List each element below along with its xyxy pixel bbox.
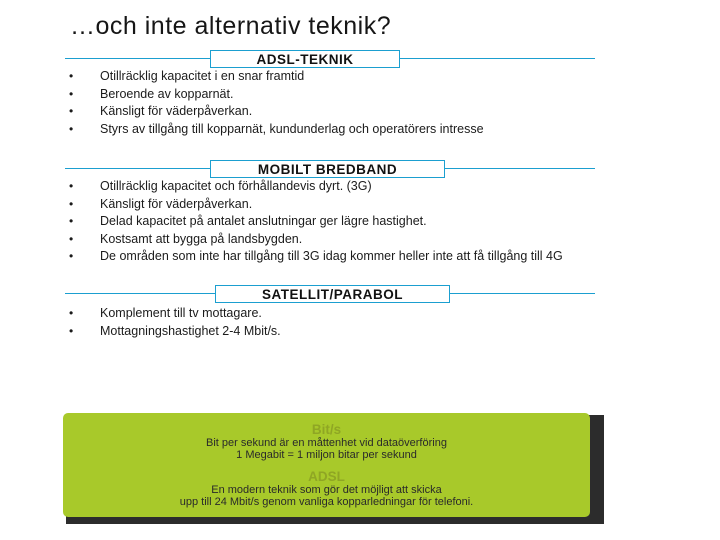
list-item: • Kostsamt att bygga på landsbygden. <box>69 231 303 246</box>
adsl-definition-line1: En modern teknik som gör det möjligt att skicka <box>211 484 442 496</box>
list-item: • Delad kapacitet på antalet anslutningar ger lägre hastighet. <box>69 214 427 229</box>
adsl-bullet-list <box>65 70 595 140</box>
bullet-icon: • <box>69 306 74 320</box>
page-title: …och inte alternativ teknik? <box>70 12 392 40</box>
adsl-title: ADSL <box>308 469 345 484</box>
mobile-broadband-bullet-list <box>65 180 595 268</box>
bullet-icon: • <box>69 231 74 246</box>
bullet-icon: • <box>69 179 74 193</box>
list-item: • Beroende av kopparnät. <box>69 86 234 101</box>
bits-definition: Bit per sekund är en måttenhet vid dataöverföring <box>206 437 447 449</box>
list-item: • De områden som inte har tillgång till 3G idag kommer heller inte att få tillgång till 4G <box>69 249 563 264</box>
bullet-icon: • <box>69 86 74 101</box>
bullet-icon: • <box>69 121 74 136</box>
list-item: • Otillräcklig kapacitet i en snar framtid <box>69 69 305 83</box>
list-item: • Mottagningshastighet 2-4 Mbit/s. <box>69 323 281 338</box>
megabit-definition: 1 Megabit = 1 miljon bitar per sekund <box>236 449 417 461</box>
satellite-header: SATELLIT/PARABOL <box>215 285 450 303</box>
list-item: • Komplement till tv mottagare. <box>69 306 262 320</box>
bullet-icon: • <box>69 196 74 211</box>
satellite-bullet-list <box>65 307 595 342</box>
bullet-icon: • <box>69 69 74 83</box>
list-item: • Känsligt för väderpåverkan. <box>69 196 253 211</box>
mobile-broadband-header: MOBILT BREDBAND <box>210 160 445 178</box>
adsl-definition-line2: upp till 24 Mbit/s genom vanliga kopparledningar för telefoni. <box>179 496 474 508</box>
list-item: • Otillräcklig kapacitet och förhållandevis dyrt. (3G) <box>69 179 372 193</box>
bullet-icon: • <box>69 104 74 119</box>
bits-title: Bit/s <box>311 422 342 437</box>
list-item: • Styrs av tillgång till kopparnät, kundunderlag och operatörers intresse <box>69 121 484 136</box>
info-box <box>63 413 590 517</box>
list-item: • Känsligt för väderpåverkan. <box>69 104 253 119</box>
bullet-icon: • <box>69 249 74 264</box>
bullet-icon: • <box>69 323 74 338</box>
adsl-header: ADSL-TEKNIK <box>210 50 400 68</box>
bullet-icon: • <box>69 214 74 229</box>
